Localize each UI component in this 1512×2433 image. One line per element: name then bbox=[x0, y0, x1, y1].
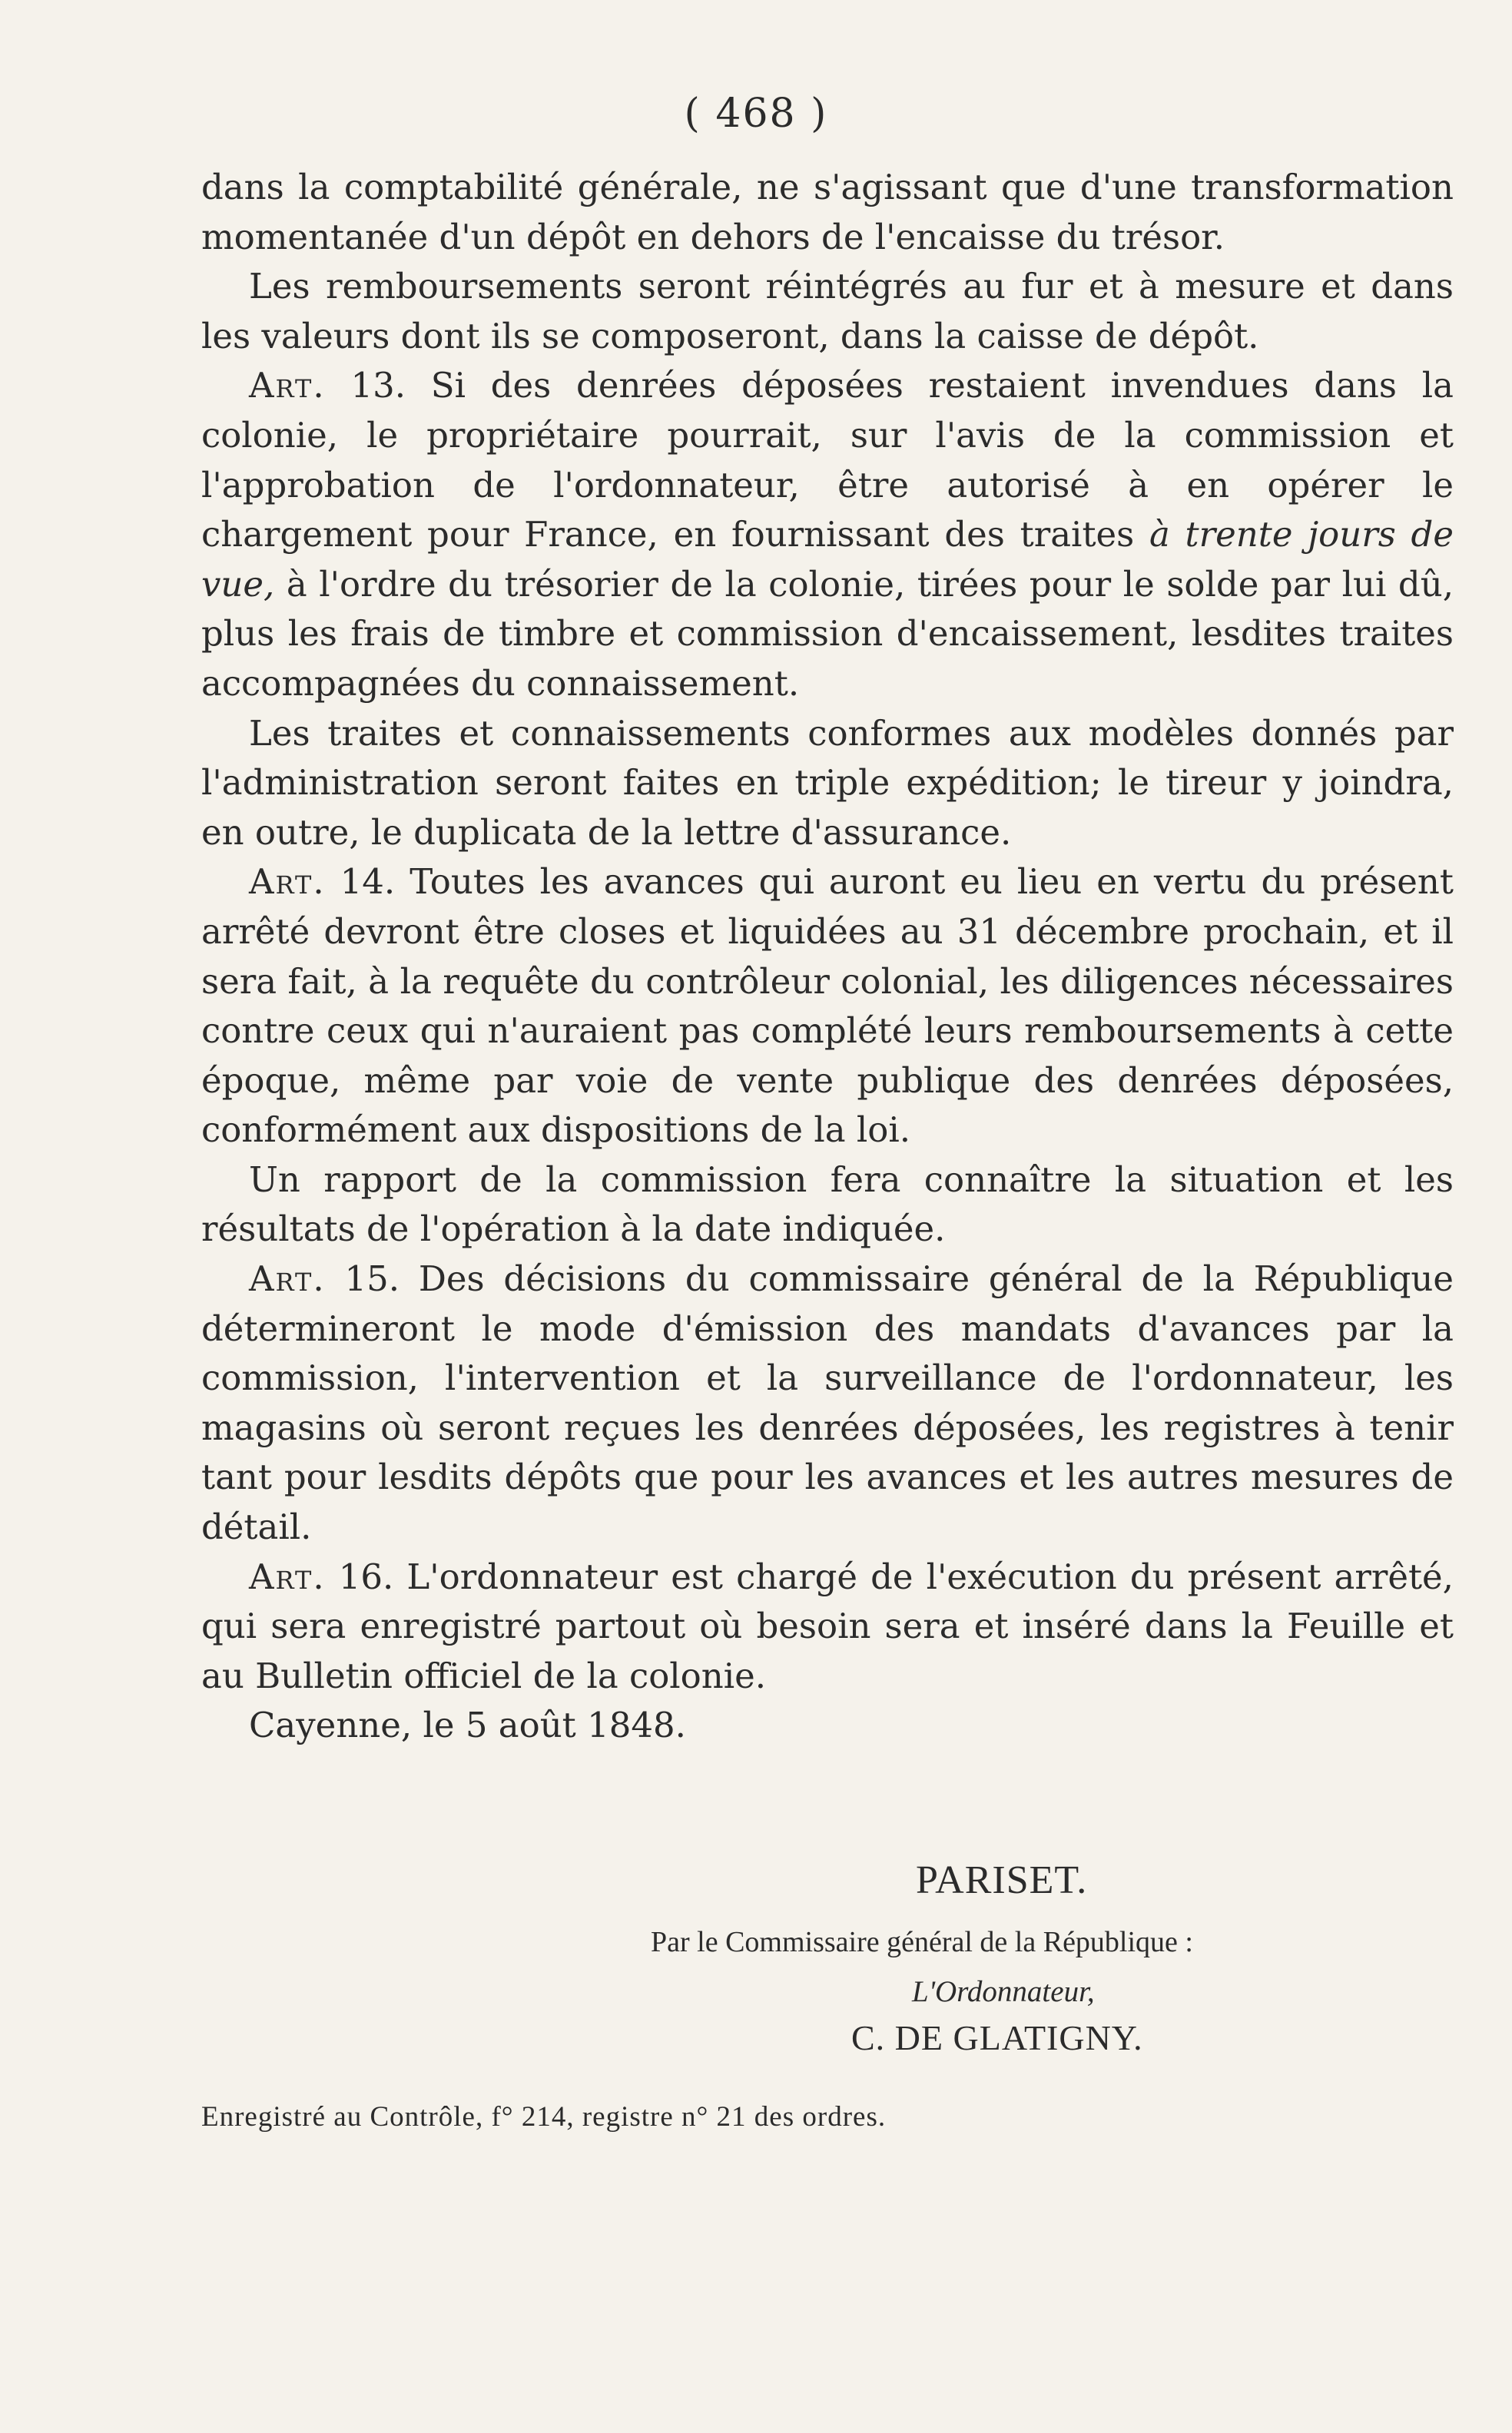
enregistrement-note: Enregistré au Contrôle, f° 214, registre n° 21 des ordres. bbox=[201, 2101, 887, 2133]
article-label: Art. bbox=[249, 1556, 326, 1597]
text-run: 16. L'ordonnateur est chargé de l'exécution du présent arrêté, qui sera enregistré partout où besoin sera et inséré dans la Feuille et au Bulletin officiel de la colonie. bbox=[201, 1556, 1454, 1696]
text-run: 15. Des décisions du commissaire général de la République détermineront le mode d'émission des mandats d'avances par la commission, l'intervention et la surveillance de l'ordonnateur, les magasins où seront reçues les denrées déposées, les registres à tenir tant pour lesdits dépôts que pour les avances et les autres mesures de détail. bbox=[201, 1258, 1454, 1548]
article-label: Art. bbox=[249, 1258, 326, 1300]
signature-glatigny: C. DE GLATIGNY. bbox=[851, 2018, 1143, 2057]
signature-par-commissaire: Par le Commissaire général de la République : bbox=[651, 1926, 1193, 1958]
text-run: Cayenne, le 5 août 1848. bbox=[249, 1705, 686, 1746]
document-body bbox=[201, 163, 1454, 1751]
article-label: Art. bbox=[249, 365, 326, 406]
paragraph bbox=[201, 262, 1454, 361]
italic-phrase: à trente jours de vue, bbox=[201, 514, 1454, 605]
article-label: Art. bbox=[249, 861, 326, 903]
paragraph bbox=[201, 163, 1454, 262]
signature-ordonnateur-title: L'Ordonnateur, bbox=[912, 1975, 1095, 2008]
text-run: dans la comptabilité générale, ne s'agissant que d'une transformation momentanée d'un dépôt en dehors de l'encaisse du trésor. bbox=[201, 167, 1454, 257]
text-run: 13. Si des denrées déposées restaient invendues dans la colonie, le propriétaire pourrait, sur l'avis de la commission et l'approbation de l'ordonnateur, être autorisé à en opérer le chargement pour France, en fournissant des traites bbox=[201, 365, 1454, 555]
paragraph bbox=[201, 361, 1454, 708]
text-run: Les traites et connaissements conformes aux modèles donnés par l'administration seront faites en triple expédition; le tireur y joindra, en outre, le duplicata de la lettre d'assurance. bbox=[201, 712, 1454, 853]
paragraph bbox=[201, 1701, 1454, 1751]
page-number: ( 468 ) bbox=[684, 91, 828, 137]
paragraph bbox=[201, 1255, 1454, 1553]
paragraph bbox=[201, 857, 1454, 1155]
text-run: 14. Toutes les avances qui auront eu lieu en vertu du présent arrêté devront être closes et liquidées au 31 décembre prochain, et il sera fait, à la requête du contrôleur colonial, les diligences nécessaires contre ceux qui n'auraient pas complété leurs remboursements à cette époque, même par voie de vente publique des denrées déposées, conformément aux dispositions de la loi. bbox=[201, 861, 1454, 1151]
text-run: Un rapport de la commission fera connaître la situation et les résultats de l'opération à la date indiquée. bbox=[201, 1158, 1454, 1250]
text-run: à l'ordre du trésorier de la colonie, tirées pour le solde par lui dû, plus les frais de timbre et commission d'encaissement, lesdites traites accompagnées du connaissement. bbox=[201, 563, 1454, 704]
paragraph bbox=[201, 1155, 1454, 1255]
text-run: Les remboursements seront réintégrés au fur et à mesure et dans les valeurs dont ils se composeront, dans la caisse de dépôt. bbox=[201, 266, 1454, 356]
signature-pariset: PARISET. bbox=[916, 1858, 1088, 1902]
paragraph bbox=[201, 1553, 1454, 1702]
paragraph bbox=[201, 709, 1454, 858]
